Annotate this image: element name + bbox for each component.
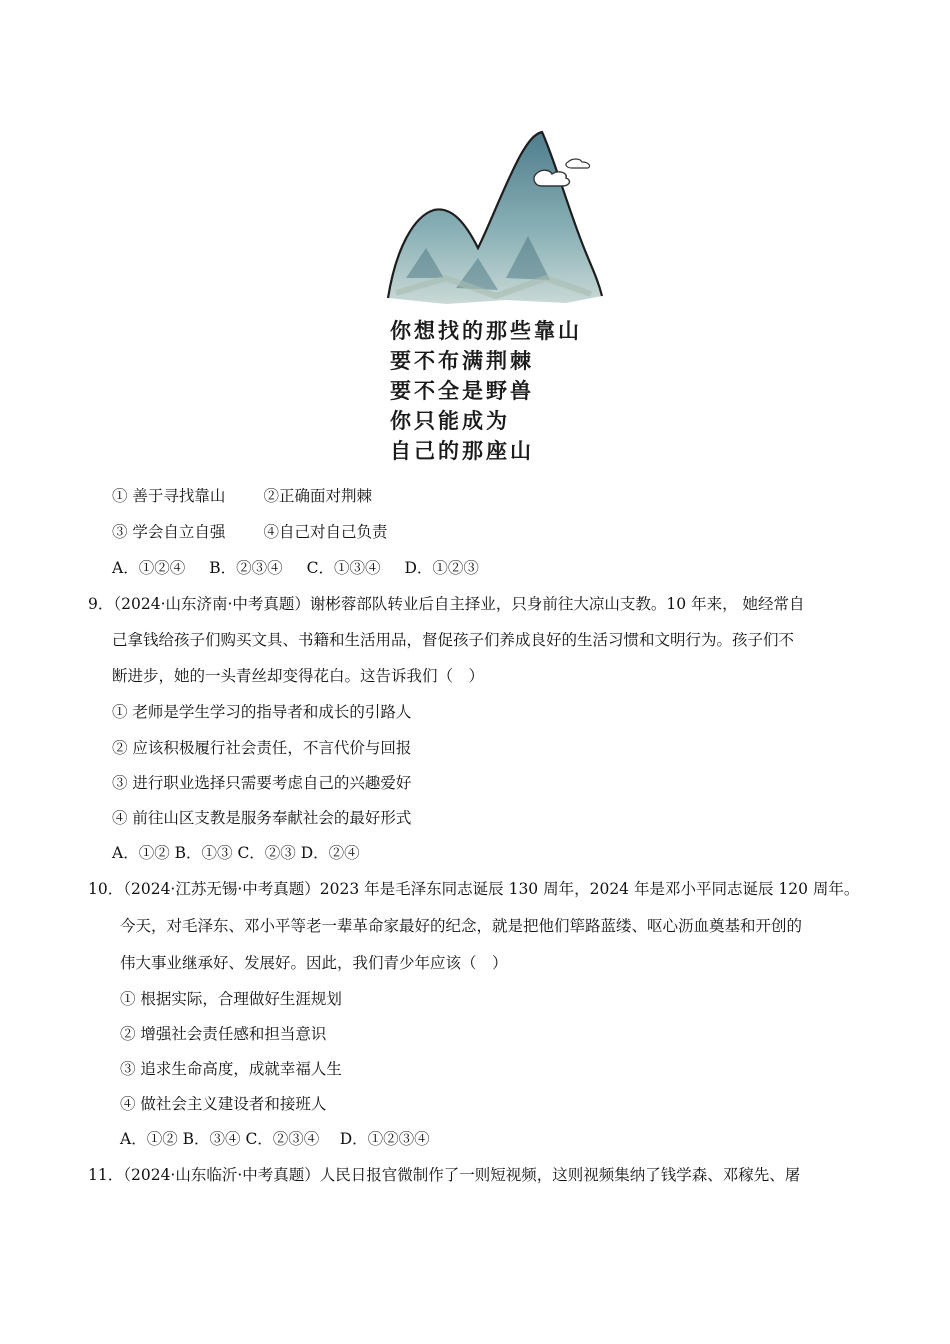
- mountain-painting-icon: [386, 128, 606, 308]
- q10-item-4: ④ 做社会主义建设者和接班人: [120, 1095, 327, 1113]
- q9-number: 9．: [88, 595, 114, 613]
- q9-stem-line-3: 断进步，她的一头青丝却变得花白。这告诉我们（ ）: [112, 667, 485, 685]
- q10-stem-line-2: 今天，对毛泽东、邓小平等老一辈革命家最好的纪念，就是把他们筚路蓝缕、呕心沥血奠基和开创的: [120, 917, 803, 935]
- q8-item-1: ① 善于寻找靠山: [112, 487, 226, 505]
- q10-item-3: ③ 追求生命高度，成就幸福人生: [120, 1060, 342, 1078]
- q9-item-4: ④ 前往山区支教是服务奉献社会的最好形式: [112, 809, 412, 827]
- q8-item-2: ②正确面对荆棘: [263, 487, 372, 505]
- q9-item-1: ① 老师是学生学习的指导者和成长的引路人: [112, 703, 412, 721]
- q8-choices: [112, 558, 479, 578]
- q10-stem-line-3: 伟大事业继承好、发展好。因此，我们青少年应该（ ）: [120, 954, 508, 972]
- q10-choices: A．①② B．③④ C．②③④ D．①②③④: [120, 1130, 430, 1148]
- poem-line: 要不布满荆棘: [390, 348, 534, 373]
- q11-stem-line-1: [88, 1165, 800, 1185]
- poem-line: 你只能成为: [390, 408, 510, 433]
- q11-stem-text: （2024·山东临沂·中考真题）人民日报官微制作了一则短视频，这则视频集纳了钱学森、邓稼先、屠: [123, 1166, 801, 1184]
- q9-stem-line-2: 己拿钱给孩子们购买文具、书籍和生活用品，督促孩子们养成良好的生活习惯和文明行为。孩子们不: [112, 631, 795, 649]
- q8-choice-d: D．①②③: [404, 559, 479, 577]
- mountain-poem-illustration: [386, 128, 606, 468]
- poem-line: 要不全是野兽: [390, 378, 534, 403]
- q11-number: 11．: [88, 1166, 124, 1184]
- q8-items-row-2: [112, 522, 387, 542]
- q8-choice-c: C．①③④: [306, 559, 381, 577]
- q9-choices: A．①② B．①③ C．②③ D．②④: [112, 844, 360, 862]
- poem-line: 你想找的那些靠山: [390, 318, 582, 343]
- poem-line: 自己的那座山: [390, 438, 534, 463]
- q9-stem-line-1: [88, 594, 805, 614]
- q10-stem-line-1: [88, 879, 859, 899]
- q10-number: 10．: [88, 880, 124, 898]
- q8-item-4: ④自己对自己负责: [263, 523, 388, 541]
- poem-text: [390, 316, 582, 466]
- q8-item-3: ③ 学会自立自强: [112, 523, 226, 541]
- q10-item-1: ① 根据实际，合理做好生涯规划: [120, 990, 342, 1008]
- q10-stem-text: （2024·江苏无锡·中考真题）2023 年是毛泽东同志诞辰 130 周年，2024 年是邓小平同志诞辰 120 周年。: [123, 880, 860, 898]
- q8-choice-b: B．②③④: [209, 559, 283, 577]
- q9-stem-text: （2024·山东济南·中考真题）谢彬蓉部队转业后自主择业，只身前往大凉山支教。10 年来， 她经常自: [113, 595, 805, 613]
- q9-item-2: ② 应该积极履行社会责任，不言代价与回报: [112, 739, 412, 757]
- q10-item-2: ② 增强社会责任感和担当意识: [120, 1025, 327, 1043]
- q8-choice-a: A．①②④: [112, 559, 186, 577]
- q9-item-3: ③ 进行职业选择只需要考虑自己的兴趣爱好: [112, 774, 412, 792]
- q8-items-row-1: [112, 486, 372, 506]
